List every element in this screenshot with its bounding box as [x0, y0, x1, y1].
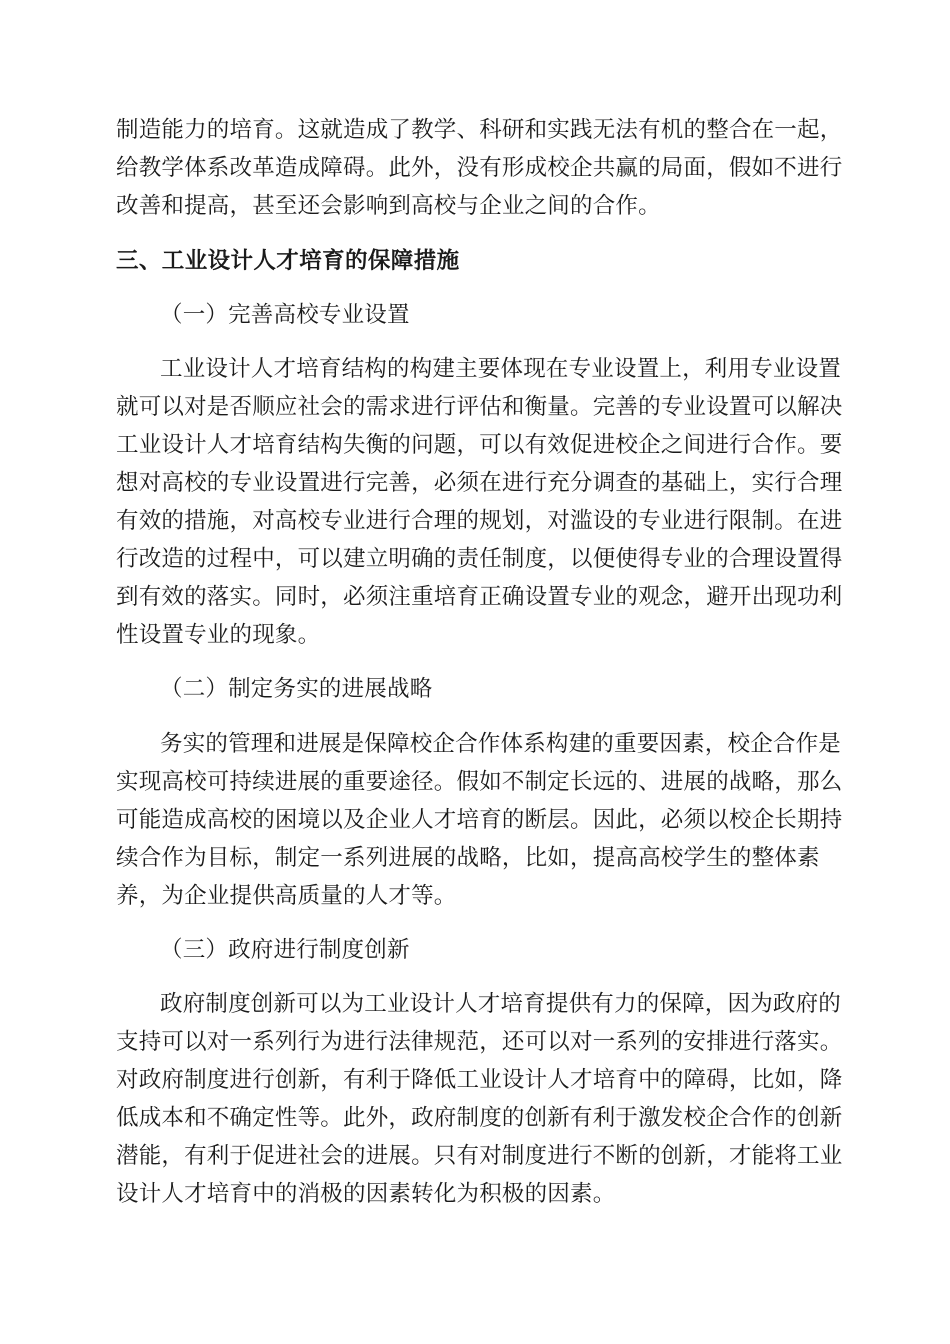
- paragraph-line: 工业设计人才培育结构失衡的问题，可以有效促进校企之间进行合作。要: [116, 432, 843, 458]
- paragraph-line: 养，为企业提供高质量的人才等。: [116, 883, 457, 909]
- paragraph-line: 支持可以对一系列行为进行法律规范，还可以对一系列的安排进行落实。: [116, 1029, 843, 1055]
- paragraph-line: 行改造的过程中，可以建立明确的责任制度，以便使得专业的合理设置得: [116, 546, 843, 572]
- paragraph-line: 实现高校可持续进展的重要途径。假如不制定长远的、进展的战略，那么: [116, 769, 843, 795]
- paragraph-line: 设计人才培育中的消极的因素转化为积极的因素。: [116, 1181, 616, 1207]
- paragraph-line: 就可以对是否顺应社会的需求进行评估和衡量。完善的专业设置可以解决: [116, 394, 843, 420]
- paragraph-line: 务实的管理和进展是保障校企合作体系构建的重要因素，校企合作是: [160, 731, 842, 757]
- paragraph-line: 给教学体系改革造成障碍。此外，没有形成校企共赢的局面，假如不进行: [116, 155, 843, 181]
- paragraph-line: 对政府制度进行创新，有利于降低工业设计人才培育中的障碍，比如，降: [116, 1067, 843, 1093]
- paragraph-line: 低成本和不确定性等。此外，政府制度的创新有利于激发校企合作的创新: [116, 1105, 843, 1131]
- paragraph-line: 潜能，有利于促进社会的进展。只有对制度进行不断的创新，才能将工业: [116, 1143, 843, 1169]
- paragraph-line: 到有效的落实。同时，必须注重培育正确设置专业的观念，避开出现功利: [116, 584, 843, 610]
- paragraph-line: 改善和提高，甚至还会影响到高校与企业之间的合作。: [116, 193, 661, 219]
- paragraph-line: 可能造成高校的困境以及企业人才培育的断层。因此，必须以校企长期持: [116, 807, 843, 833]
- paragraph-line: 有效的措施，对高校专业进行合理的规划，对滥设的专业进行限制。在进: [116, 508, 843, 534]
- section-heading: 三、工业设计人才培育的保障措施: [116, 248, 460, 274]
- paragraph-line: 工业设计人才培育结构的构建主要体现在专业设置上，利用专业设置: [160, 356, 842, 382]
- subheading-1: （一）完善高校专业设置: [160, 302, 410, 328]
- subheading-3: （三）政府进行制度创新: [160, 937, 410, 963]
- subheading-2: （二）制定务实的进展战略: [160, 676, 433, 702]
- paragraph-line: 政府制度创新可以为工业设计人才培育提供有力的保障，因为政府的: [160, 991, 842, 1017]
- paragraph-line: 想对高校的专业设置进行完善，必须在进行充分调查的基础上，实行合理: [116, 470, 843, 496]
- paragraph-line: 续合作为目标，制定一系列进展的战略，比如，提高高校学生的整体素: [116, 845, 820, 871]
- paragraph-line: 制造能力的培育。这就造成了教学、科研和实践无法有机的整合在一起，: [116, 117, 843, 143]
- paragraph-line: 性设置专业的现象。: [116, 622, 321, 648]
